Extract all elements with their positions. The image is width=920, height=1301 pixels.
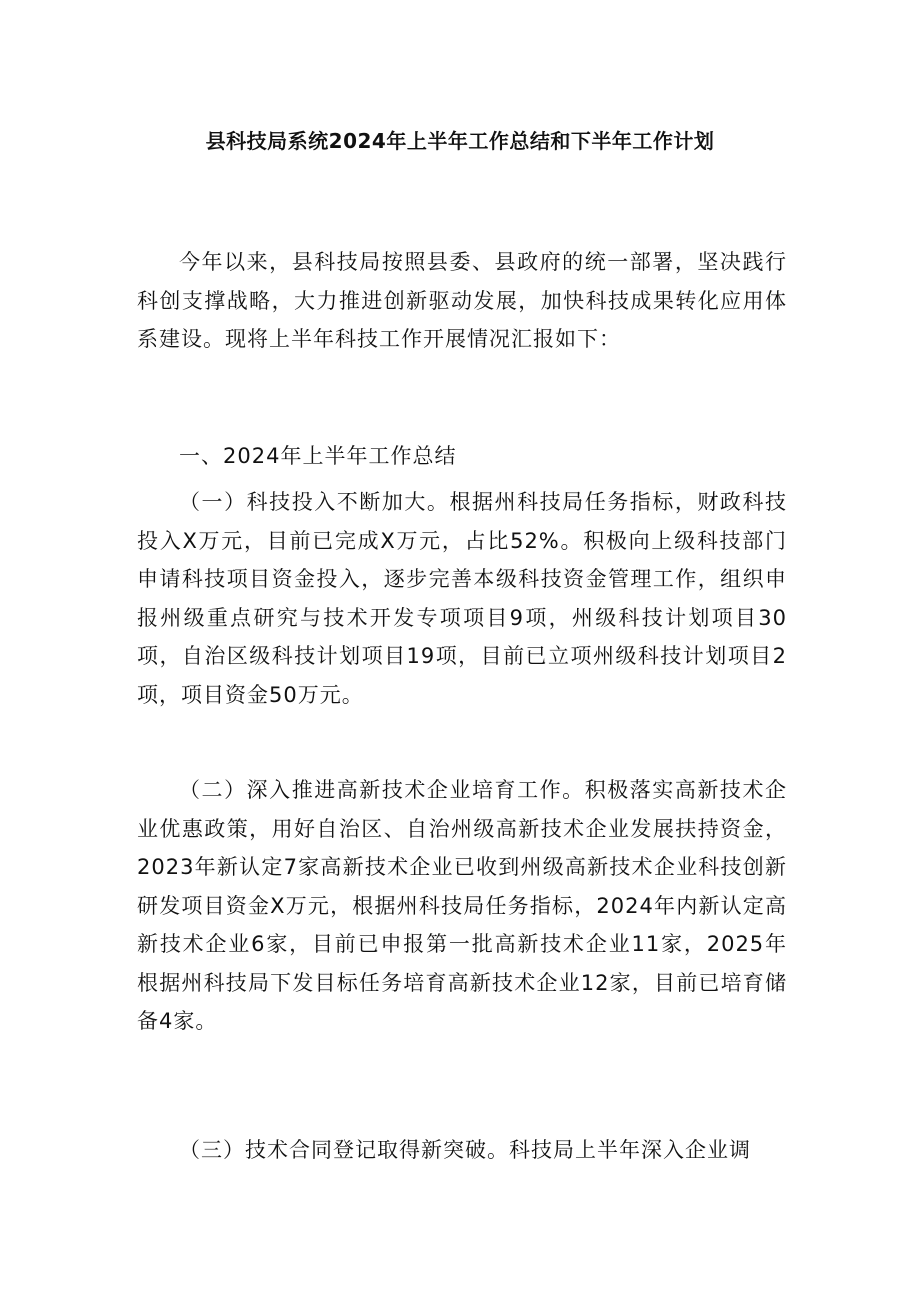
paragraph-tech-investment: （一）科技投入不断加大。根据州科技局任务指标，财政科技投入X万元，目前已完成X万元，占比52%。积极向上级科技部门申请科技项目资金投入，逐步完善本级科技资金管理工作，组织申报州级重点研究与技术开发专项项目9项，州级科技计划项目30项，自治区级科技计划项目19项，目前已立项州级科技计划项目2项，项目资金50万元。	[137, 490, 787, 707]
intro-paragraph: 今年以来，县科技局按照县委、县政府的统一部署，坚决践行科创支撑战略，大力推进创新驱动发展，加快科技成果转化应用体系建设。现将上半年科技工作开展情况汇报如下：	[137, 250, 787, 351]
paragraph-tech-contract: （三）技术合同登记取得新突破。科技局上半年深入企业调	[179, 1138, 751, 1162]
section-heading: 一、2024年上半年工作总结	[179, 444, 457, 468]
paragraph-high-tech-enterprise: （二）深入推进高新技术企业培育工作。积极落实高新技术企业优惠政策，用好自治区、自治州级高新技术企业发展扶持资金，2023年新认定7家高新技术企业已收到州级高新技术企业科技创新研发项目资金X万元，根据州科技局任务指标，2024年内新认定高新技术企业6家，目前已申报第一批高新技术企业11家，2025年根据州科技局下发目标任务培育高新技术企业12家，目前已培育储备4家。	[137, 778, 787, 1033]
document-title: 县科技局系统2024年上半年工作总结和下半年工作计划	[205, 129, 715, 153]
